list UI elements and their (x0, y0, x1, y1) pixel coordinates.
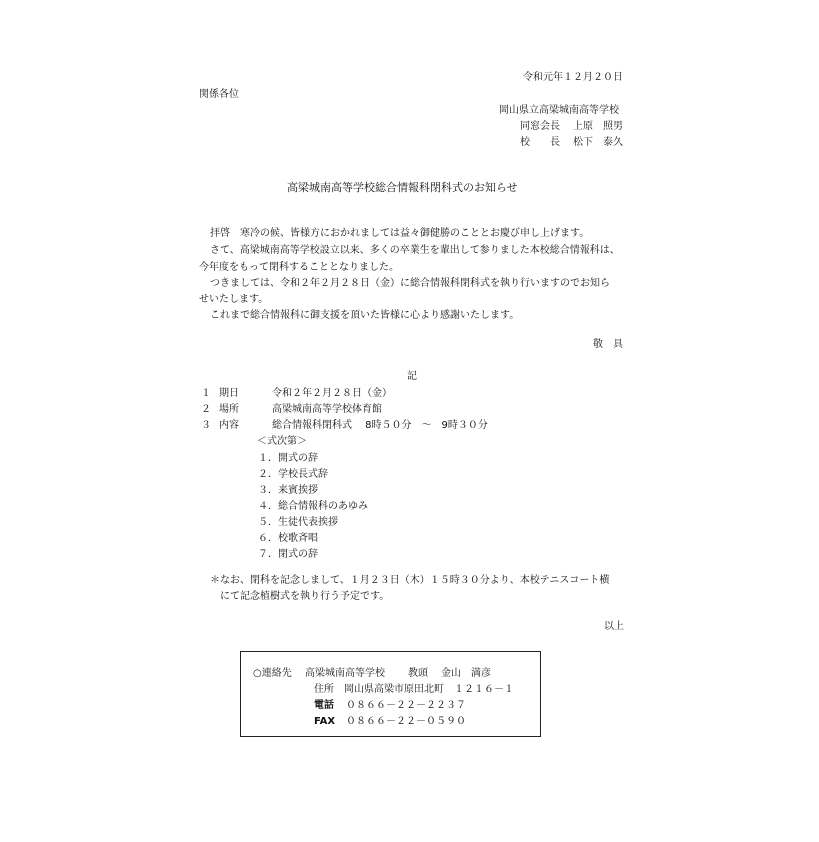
program-item: １．開式の辞 (258, 453, 318, 464)
note-line: ＊なお、閉科を記念しまして、１月２３日（木）１５時３０分より、本校テニスコート横 (210, 575, 610, 586)
detail-value-content: 総合情報科閉科式 8時５０分 ～ 9時３０分 (272, 420, 488, 431)
end-ijou: 以上 (604, 621, 624, 632)
note-line: にて記念植樹式を執り行う予定です。 (220, 591, 390, 602)
detail-num: １ (201, 388, 211, 399)
detail-value-date: 令和２年２月２８日（金） (272, 388, 392, 399)
addressee: 関係各位 (199, 89, 239, 100)
contact-name: 金山 満彦 (441, 668, 491, 679)
contact-address: 岡山県高梁市原田北町 １２１６－１ (344, 684, 514, 695)
detail-label: 内容 (219, 420, 239, 431)
sender-alumni-name: 上原 照男 (573, 121, 623, 132)
program-item: ２．学校長式辞 (258, 469, 328, 480)
program-item: ７．閉式の辞 (258, 549, 318, 560)
detail-label: 期日 (219, 388, 239, 399)
closing-keigu: 敬 具 (593, 339, 623, 350)
program-heading: ＜式次第＞ (257, 436, 307, 447)
detail-num: ３ (201, 420, 211, 431)
contact-phone: ０８６６－２２－２２３７ (346, 700, 466, 711)
contact-address-label: 住所 (314, 684, 334, 695)
detail-label: 場所 (219, 404, 239, 415)
body-line: さて、高梁城南高等学校設立以来、多くの卒業生を輩出して参りました本校総合情報科は、 (210, 245, 620, 256)
body-line: 今年度をもって閉科することとなりました。 (199, 262, 399, 273)
detail-value-place: 高梁城南高等学校体育館 (272, 404, 382, 415)
contact-label: ○連絡先 (253, 668, 292, 679)
document-title: 高梁城南高等学校総合情報科閉科式のお知らせ (287, 181, 518, 194)
program-item: ４．総合情報科のあゆみ (258, 501, 368, 512)
program-item: ３．来賓挨拶 (258, 485, 318, 496)
sender-org: 岡山県立高梁城南高等学校 (499, 105, 619, 116)
contact-role: 教頭 (408, 668, 428, 679)
program-item: ６．校歌斉唱 (258, 533, 318, 544)
sender-principal-title: 校 長 (520, 137, 560, 148)
sender-principal-name: 松下 泰久 (573, 137, 623, 148)
contact-phone-label: 電話 (314, 700, 334, 711)
ki-heading: 記 (407, 371, 417, 382)
contact-fax-label: FAX (314, 716, 336, 727)
contact-fax: ０８６６－２２－０５９０ (346, 716, 466, 727)
contact-school: 高梁城南高等学校 (305, 668, 385, 679)
program-item: ５．生徒代表挨拶 (258, 517, 338, 528)
body-line: これまで総合情報科に御支援を頂いた皆様に心より感謝いたします。 (210, 310, 520, 321)
detail-num: ２ (201, 404, 211, 415)
sender-alumni-title: 同窓会長 (520, 121, 560, 132)
body-greeting: 拝啓 寒冷の候、皆様方におかれましては益々御健勝のこととお慶び申し上げます。 (210, 228, 590, 239)
body-line: せいたします。 (199, 294, 269, 305)
document-date: 令和元年１２月２０日 (523, 72, 623, 83)
body-line: つきましては、令和２年２月２８日（金）に総合情報科閉科式を執り行いますのでお知ら (210, 278, 610, 289)
